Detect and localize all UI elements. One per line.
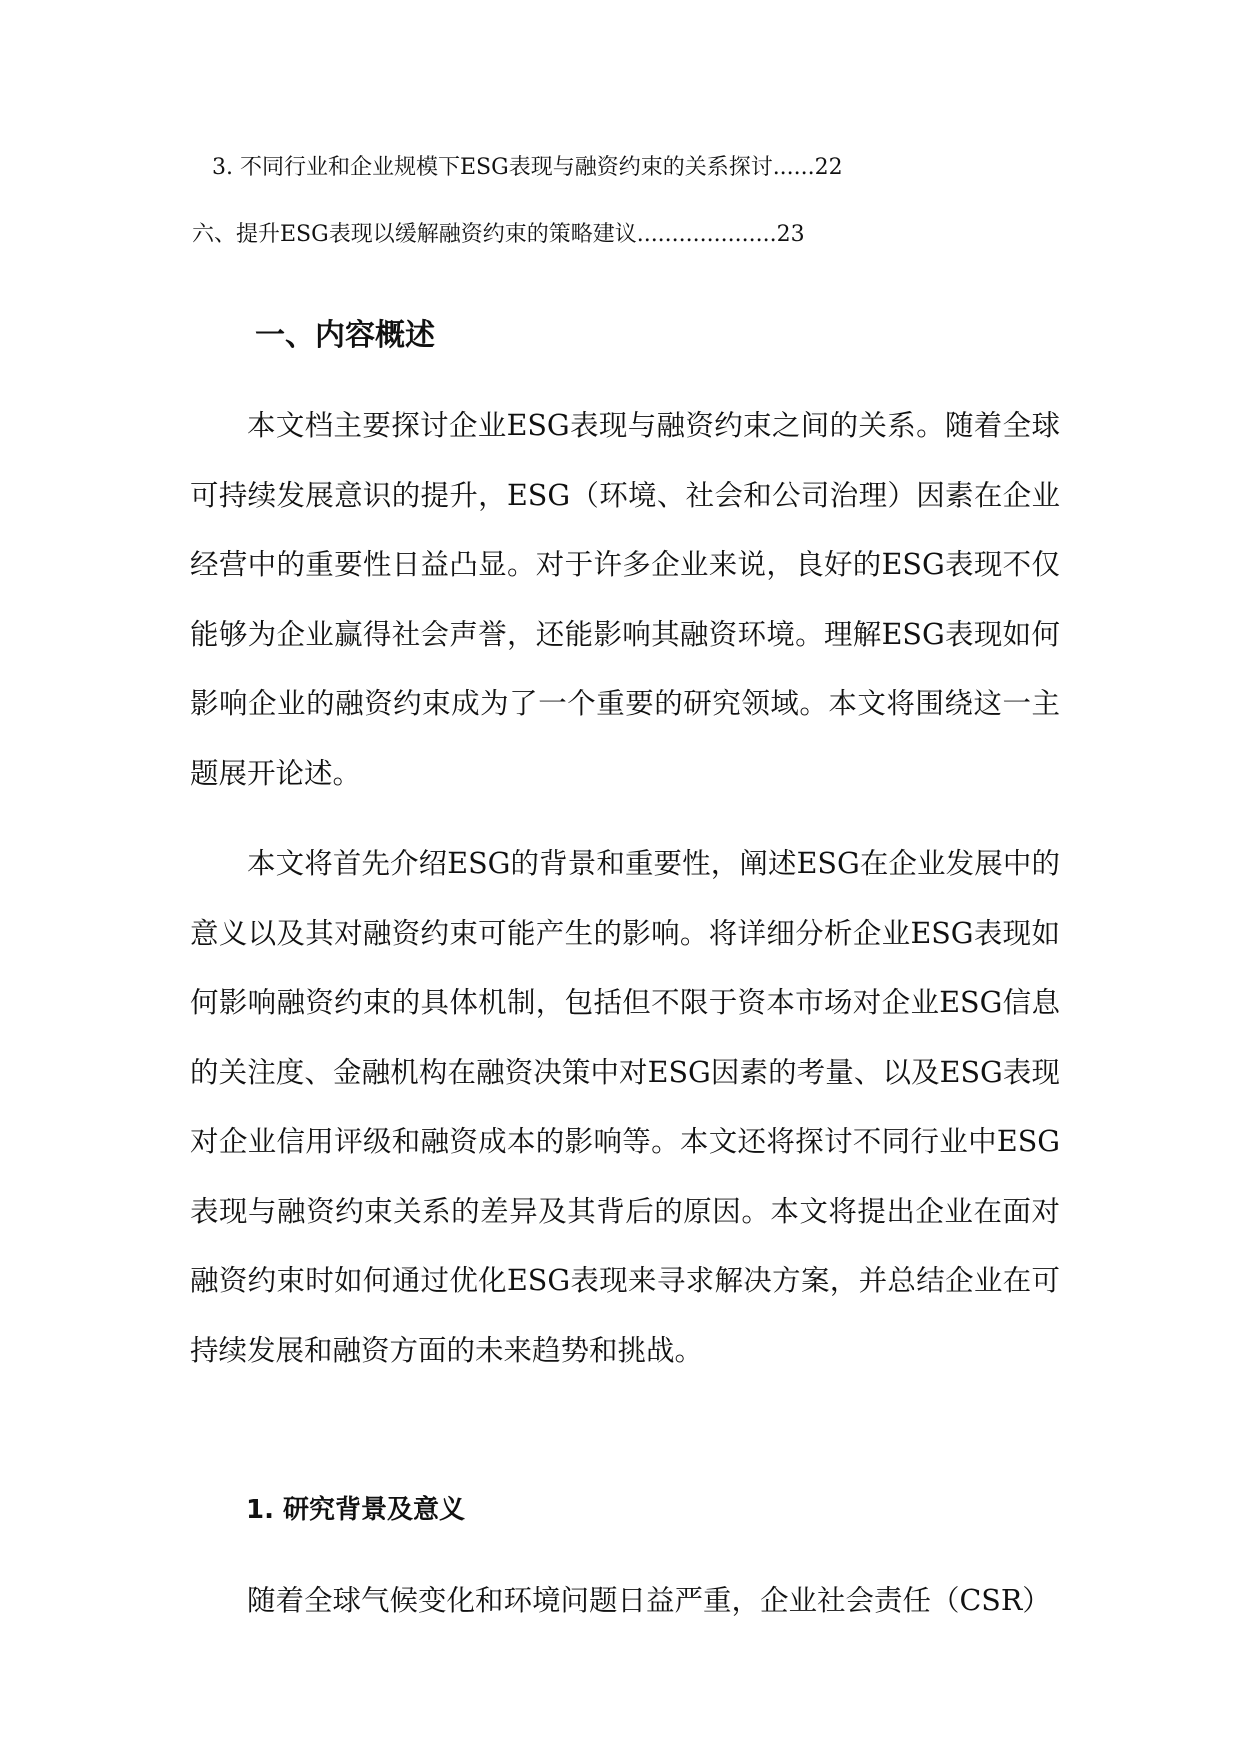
toc-entry[interactable]: 六、提升ESG表现以缓解融资约束的策略建议....................23 [192,222,805,247]
body-paragraph: 随着全球气候变化和环境问题日益严重，企业社会责任（CSR） [247,1584,1051,1617]
toc-entry[interactable]: 3. 不同行业和企业规模下ESG表现与融资约束的关系探讨......22 [212,155,843,180]
subsection-heading: 1. 研究背景及意义 [246,1495,466,1525]
section-heading: 一、内容概述 [255,318,435,353]
body-paragraph: 本文将首先介绍ESG的背景和重要性，阐述ESG在企业发展中的意义以及其对融资约束可能产生的影响。将详细分析企业ESG表现如何影响融资约束的具体机制，包括但不限于资本市场对企业ESG信息的关注度、金融机构在融资决策中对ESG因素的考量、以及ESG表现对企业信用评级和融资成本的影响等。本文还将探讨不同行业中ESG表现与融资约束关系的差异及其背后的原因。本文将提出企业在面对融资约束时如何通过优化ESG表现来寻求解决方案，并总结企业在可持续发展和融资方面的未来趋势和挑战。 [190,847,1060,1367]
body-paragraph: 本文档主要探讨企业ESG表现与融资约束之间的关系。随着全球可持续发展意识的提升，ESG（环境、社会和公司治理）因素在企业经营中的重要性日益凸显。对于许多企业来说，良好的ESG表现不仅能够为企业赢得社会声誉，还能影响其融资环境。理解ESG表现如何影响企业的融资约束成为了一个重要的研究领域。本文将围绕这一主题展开论述。 [190,409,1060,790]
